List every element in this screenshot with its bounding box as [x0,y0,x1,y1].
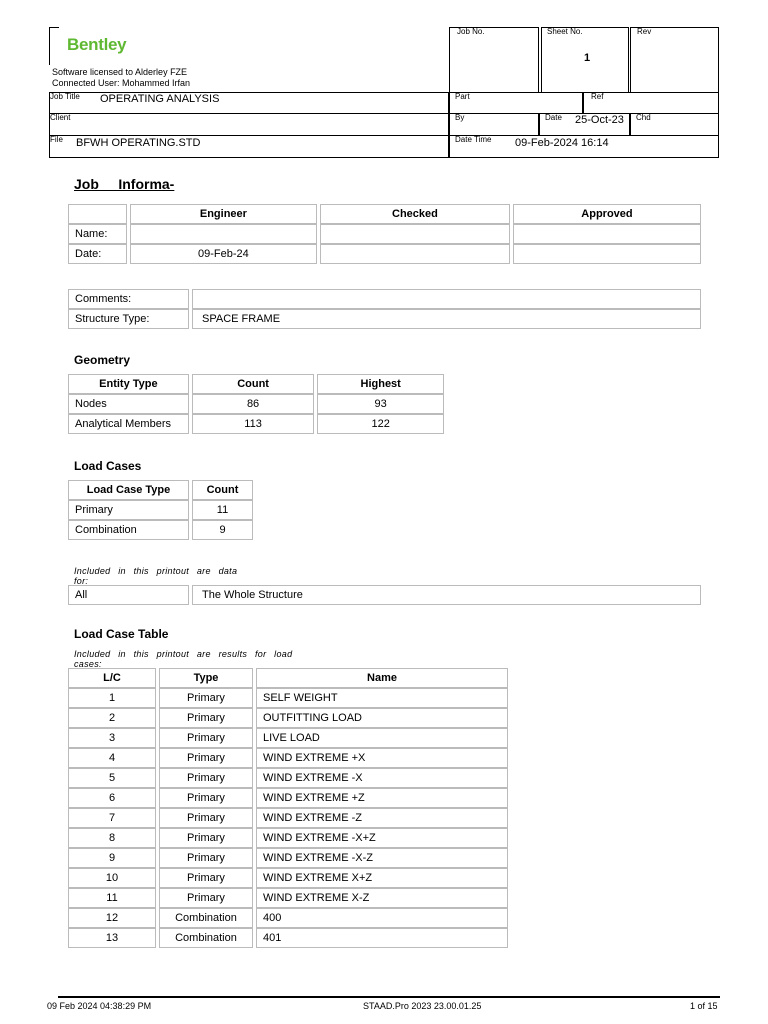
engineer-date-cell: 09-Feb-24 [130,244,317,264]
printout-scope-table [65,585,704,605]
column-header-checked: Checked [320,204,510,224]
lc-name-cell: WIND EXTREME -X+Z [256,828,508,848]
scope-cell: All [68,585,189,605]
column-header-approved: Approved [513,204,701,224]
lc-name-cell: WIND EXTREME -X-Z [256,848,508,868]
footer-software-version: STAAD.Pro 2023 23.00.01.25 [363,1001,482,1011]
lc-type-cell: Combination [159,928,253,948]
lc-type-cell: Primary [159,708,253,728]
load-case-type-cell: Primary [68,500,189,520]
count-cell: 11 [192,500,253,520]
column-header: Load Case Type [68,480,189,500]
column-header: Name [256,668,508,688]
file-value: BFWH OPERATING.STD [76,137,201,149]
table-row [68,500,253,520]
lc-type-cell: Primary [159,768,253,788]
table-row [68,394,444,414]
row-label: Comments: [68,289,189,309]
job-title-label: Job Title [50,92,80,101]
column-header: Type [159,668,253,688]
geometry-table [65,374,447,434]
lc-number-cell: 9 [68,848,156,868]
lc-name-cell: WIND EXTREME X+Z [256,868,508,888]
table-row [68,244,701,264]
lc-number-cell: 11 [68,888,156,908]
connected-user-line: Connected User: Mohammed Irfan [52,78,191,88]
printout-note-line1: Included in this printout are data [74,566,238,576]
lc-type-cell: Primary [159,748,253,768]
lc-number-cell: 12 [68,908,156,928]
column-header: Count [192,480,253,500]
table-header-row [68,204,701,224]
sheet-no-value: 1 [584,52,591,64]
job-info-title: Job Informa- [74,176,175,192]
column-header: L/C [68,668,156,688]
table-row [68,224,701,244]
table-row [68,908,508,928]
table-header-row [68,668,508,688]
load-cases-title: Load Cases [74,459,142,473]
date-value: 25-Oct-23 [575,114,624,126]
approved-name-cell [513,224,701,244]
table-header-row [68,374,444,394]
table-row [68,768,508,788]
lc-type-cell: Primary [159,688,253,708]
lc-type-cell: Combination [159,908,253,928]
lc-number-cell: 4 [68,748,156,768]
column-header [68,204,127,224]
geometry-title: Geometry [74,353,131,367]
client-label: Client [50,113,71,122]
table-row [68,748,508,768]
job-no-label: Job No. [457,27,485,36]
datetime-label: Date Time [455,135,492,144]
checked-name-cell [320,224,510,244]
row-label: Name: [68,224,127,244]
footer-page-number: 1 of 15 [690,1001,718,1011]
lc-type-cell: Primary [159,888,253,908]
table-row [68,788,508,808]
printout-note-line2: for: [74,576,89,586]
lc-type-cell: Primary [159,808,253,828]
comments-table [65,289,704,329]
table-row [68,309,701,329]
comments-value [192,289,701,309]
load-case-note-line2: cases: [74,659,102,669]
scope-description-cell: The Whole Structure [192,585,701,605]
job-title-value: OPERATING ANALYSIS [100,93,220,105]
table-row [68,585,701,605]
lc-number-cell: 13 [68,928,156,948]
table-row [68,868,508,888]
lc-name-cell: OUTFITTING LOAD [256,708,508,728]
sheet-no-label: Sheet No. [547,27,583,36]
lc-number-cell: 1 [68,688,156,708]
lc-number-cell: 7 [68,808,156,828]
date-label: Date [545,113,562,122]
lc-name-cell: 400 [256,908,508,928]
table-row [68,414,444,434]
entity-type-cell: Nodes [68,394,189,414]
job-info-table [65,204,704,264]
lc-name-cell: WIND EXTREME +X [256,748,508,768]
lc-name-cell: WIND EXTREME X-Z [256,888,508,908]
column-header: Highest [317,374,444,394]
checked-date-cell [320,244,510,264]
lc-name-cell: LIVE LOAD [256,728,508,748]
column-header-engineer: Engineer [130,204,317,224]
lc-name-cell: WIND EXTREME +Z [256,788,508,808]
lc-type-cell: Primary [159,788,253,808]
table-row [68,828,508,848]
engineer-name-cell [130,224,317,244]
row-label: Date: [68,244,127,264]
lc-number-cell: 5 [68,768,156,788]
rev-label: Rev [637,27,652,36]
license-line: Software licensed to Alderley FZE [52,67,188,77]
lc-name-cell: WIND EXTREME -X [256,768,508,788]
column-header: Count [192,374,315,394]
lc-type-cell: Primary [159,848,253,868]
footer-timestamp: 09 Feb 2024 04:38:29 PM [47,1001,152,1011]
load-case-type-cell: Combination [68,520,189,540]
lc-type-cell: Primary [159,868,253,888]
load-case-table [65,668,511,948]
chd-label: Chd [636,113,651,122]
lc-type-cell: Primary [159,728,253,748]
lc-type-cell: Primary [159,828,253,848]
load-case-rows [68,688,508,948]
load-case-note-line1: Included in this printout are results for load [74,649,293,659]
lc-number-cell: 6 [68,788,156,808]
load-cases-table [65,480,256,540]
table-row [68,848,508,868]
table-header-row [68,480,253,500]
row-label: Structure Type: [68,309,189,329]
table-row [68,708,508,728]
ref-label: Ref [591,92,604,101]
table-row [68,888,508,908]
table-row [68,520,253,540]
lc-number-cell: 3 [68,728,156,748]
highest-cell: 93 [317,394,444,414]
footer-rule [58,996,720,998]
lc-name-cell: SELF WEIGHT [256,688,508,708]
lc-name-cell: 401 [256,928,508,948]
structure-type-value: SPACE FRAME [192,309,701,329]
table-row [68,928,508,948]
datetime-value: 09-Feb-2024 16:14 [515,137,609,149]
part-label: Part [455,92,470,101]
file-label: File [50,135,63,144]
table-row [68,808,508,828]
by-label: By [455,113,465,122]
highest-cell: 122 [317,414,444,434]
bentley-logo: Bentley [67,35,127,54]
approved-date-cell [513,244,701,264]
lc-number-cell: 2 [68,708,156,728]
count-cell: 113 [192,414,315,434]
entity-type-cell: Analytical Members [68,414,189,434]
lc-name-cell: WIND EXTREME -Z [256,808,508,828]
table-row [68,728,508,748]
count-cell: 9 [192,520,253,540]
table-row [68,289,701,309]
load-case-table-title: Load Case Table [74,627,169,641]
lc-number-cell: 8 [68,828,156,848]
column-header: Entity Type [68,374,189,394]
table-row [68,688,508,708]
lc-number-cell: 10 [68,868,156,888]
count-cell: 86 [192,394,315,414]
